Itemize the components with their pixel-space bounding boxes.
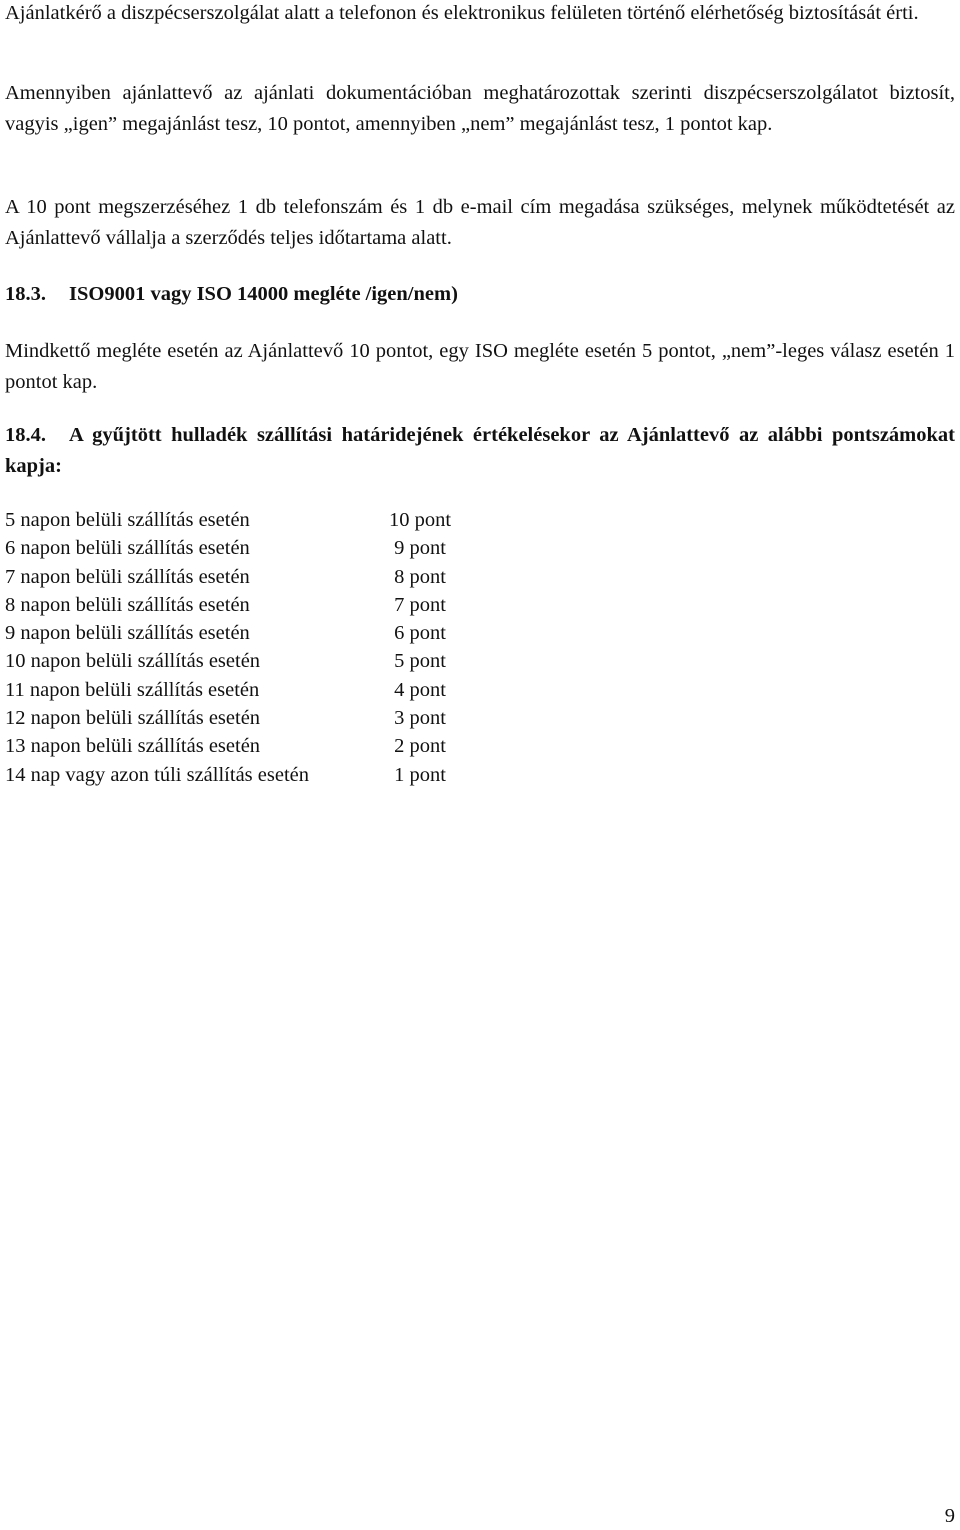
points-value: 10 pont — [388, 509, 452, 531]
section-number: 18.4. — [5, 424, 46, 446]
delivery-condition: 6 napon belüli szállítás esetén — [5, 537, 250, 560]
section-title: ISO9001 vagy ISO 14000 megléte /igen/nem) — [69, 283, 458, 305]
points-value: 6 pont — [394, 622, 446, 645]
paragraph-dispatcher-requirements: A 10 pont megszerzéséhez 1 db telefonszám és 1 db e-mail cím megadása szükséges, melynek működtetését az Ajánlattevő vállalja a szerződés teljes időtartama alatt. — [5, 196, 955, 249]
delivery-points-table — [5, 506, 475, 789]
points-value: 9 pont — [394, 537, 446, 560]
section-number: 18.3. — [5, 283, 46, 305]
section-heading-18-3 — [5, 279, 955, 310]
delivery-condition: 12 napon belüli szállítás esetén — [5, 707, 261, 730]
table-row — [5, 591, 475, 619]
points-value: 7 pont — [394, 593, 446, 616]
table-row — [5, 563, 475, 591]
table-row — [5, 619, 475, 647]
table-row — [5, 506, 475, 534]
delivery-condition: 9 napon belüli szállítás esetén — [5, 622, 250, 645]
delivery-condition: 5 napon belüli szállítás esetén — [5, 509, 250, 531]
points-value: 1 pont — [394, 763, 446, 786]
delivery-condition: 10 napon belüli szállítás esetén — [5, 650, 261, 673]
table-row — [5, 676, 475, 704]
section-title: A gyűjtött hulladék szállítási határidejének értékelésekor az Ajánlattevő az alábbi pontszámokat kapja: — [5, 424, 955, 477]
table-row — [5, 534, 475, 562]
table-row — [5, 732, 475, 760]
delivery-condition: 11 napon belüli szállítás esetén — [5, 678, 260, 701]
delivery-condition: 13 napon belüli szállítás esetén — [5, 735, 261, 758]
delivery-condition: 7 napon belüli szállítás esetén — [5, 565, 250, 588]
section-heading-18-4 — [5, 420, 955, 482]
table-row — [5, 704, 475, 732]
delivery-condition: 8 napon belüli szállítás esetén — [5, 593, 250, 616]
paragraph-dispatcher-scoring: Amennyiben ajánlattevő az ajánlati dokumentációban meghatározottak szerinti diszpécserszolgálatot biztosít, vagyis „igen” megajánlást tesz, 10 pontot, amennyiben „nem” megajánlást tesz, 1 pontot kap. — [5, 82, 955, 135]
points-value: 8 pont — [394, 565, 446, 588]
points-value: 5 pont — [394, 650, 446, 673]
points-value: 4 pont — [394, 678, 446, 701]
page-number: 9 — [944, 1505, 955, 1527]
paragraph-dispatcher-definition: Ajánlatkérő a diszpécserszolgálat alatt a telefonon és elektronikus felületen történő elérhetőség biztosítását érti. — [5, 2, 919, 24]
table-row — [5, 647, 475, 675]
points-value: 3 pont — [394, 707, 446, 730]
table-row — [5, 761, 475, 789]
delivery-condition: 14 nap vagy azon túli szállítás esetén — [5, 763, 309, 786]
points-value: 2 pont — [394, 735, 446, 758]
paragraph-iso-scoring: Mindkettő megléte esetén az Ajánlattevő 10 pontot, egy ISO megléte esetén 5 pontot, „nem”-leges válasz esetén 1 pontot kap. — [5, 340, 955, 393]
